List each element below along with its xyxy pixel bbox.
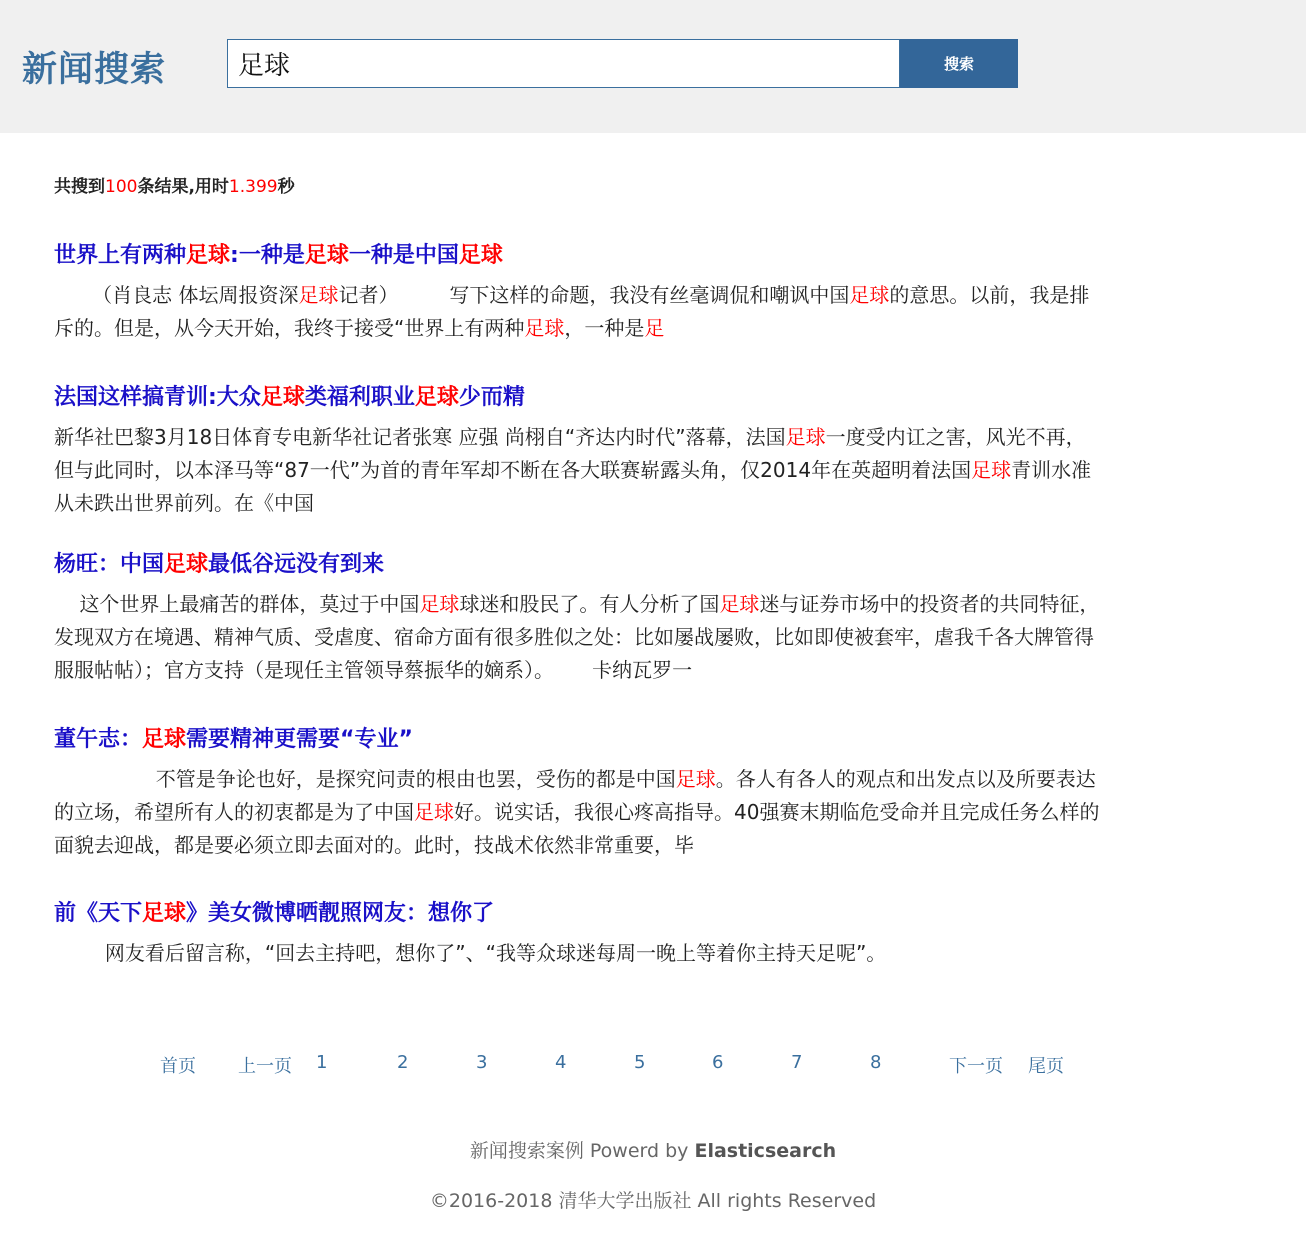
keyword-highlight: 足球 [785,425,826,449]
footer-brand: Elasticsearch [694,1140,837,1162]
text-segment: 最低谷远没有到来 [208,552,385,577]
search-button[interactable]: 搜索 [900,39,1018,88]
result-snippet [54,937,1104,970]
text-segment: 类福利职业 [304,385,415,410]
result-snippet [54,279,1104,345]
keyword-highlight: 足球 [971,458,1012,482]
page-link-6[interactable]: 6 [712,1052,724,1073]
page-link-2[interactable]: 2 [397,1052,409,1073]
keyword-highlight: 足球 [414,385,459,410]
result-summary [54,172,295,197]
pagination [0,1052,1306,1076]
text-segment: 一种是中国 [348,243,459,268]
summary-prefix: 共搜到 [54,177,105,197]
keyword-highlight: 足球 [675,767,716,791]
page-link-1[interactable]: 1 [316,1052,328,1073]
text-segment: :一种是 [230,243,305,268]
result-count: 100 [105,177,138,197]
text-segment: 世界上有两种 [54,243,187,268]
text-segment: 法国这样搞青训:大众 [54,385,261,410]
text-segment: 杨旺：中国 [54,552,165,577]
result-snippet [54,588,1104,687]
page-link-5[interactable]: 5 [634,1052,646,1073]
text-segment: 好。说实话，我很心疼高指导。40强赛末期临危受命并且完成任务么样的面貌去迎战，都是要必须立即去面对的。此时，技战术依然非常重要，毕 [54,800,1100,857]
keyword-highlight: 足球 [414,800,454,824]
keyword-highlight: 足球 [260,385,305,410]
text-segment: 记者） 写下这样的命题，我没有丝毫调侃和嘲讽中国 [338,283,850,307]
keyword-highlight: 足球 [304,243,349,268]
text-segment: 一度受内讧之害，风光不再，但与此同时，以本泽马等“87一代”为首的青年军却不断在各大联赛崭露头角，仅2014年在英超明着法国 [54,425,1086,482]
text-segment: 新华社巴黎3月18日体育专电新华社记者张寒 应强 尚栩自“齐达内时代”落幕，法国 [54,425,786,449]
keyword-highlight: 足球 [849,283,890,307]
result-title-link[interactable] [54,380,1114,411]
keyword-highlight: 足球 [458,243,503,268]
text-segment: 这个世界上最痛苦的群体，莫过于中国 [54,592,420,616]
text-segment: 球迷和股民了。有人分析了国 [459,592,720,616]
result-item [54,238,1114,345]
keyword-highlight: 足球 [719,592,760,616]
result-snippet [54,763,1104,862]
page-link-7[interactable]: 7 [791,1052,803,1073]
first-page-link[interactable]: 首页 [160,1056,196,1077]
text-segment: 董午志： [54,727,143,752]
result-title-link[interactable] [54,722,1114,753]
text-segment: 少而精 [458,385,525,410]
result-snippet [54,421,1104,520]
keyword-highlight: 足 [644,316,665,340]
text-segment: ，一种是 [564,316,645,340]
keyword-highlight: 足球 [164,552,209,577]
keyword-highlight: 足球 [142,901,187,926]
text-segment: 青训水准从未跌出世界前列。在《中国 [54,458,1092,515]
text-segment: 的意思。以前，我是排斥的。但是，从今天开始，我终于接受“世界上有两种 [54,283,1090,340]
text-segment: 》美女微博晒靓照网友：想你了 [186,901,495,926]
result-item [54,896,1114,970]
text-segment: 迷与证券市场中的投资者的共同特征，发现双方在境遇、精神气质、受虐度、宿命方面有很多胜似之处：比如屡战屡败，比如即使被套牢，虐我千各大牌管得服服帖帖）；官方支持（是现任主管领导蔡振华的嫡系）。 卡纳瓦罗一 [54,592,1100,682]
keyword-highlight: 足球 [186,243,231,268]
text-segment: 需要精神更需要“专业” [186,727,413,752]
result-title-link[interactable] [54,547,1114,578]
page-link-8[interactable]: 8 [870,1052,882,1073]
text-segment: 网友看后留言称，“回去主持吧，想你了”、“我等众球迷每周一晚上等着你主持天足呢”。 [54,941,887,965]
keyword-highlight: 足球 [524,316,565,340]
result-item [54,722,1114,862]
keyword-highlight: 足球 [298,283,339,307]
summary-middle: 条结果,用时 [137,177,229,197]
next-page-link[interactable]: 下一页 [949,1056,1003,1077]
page-link-4[interactable]: 4 [555,1052,567,1073]
result-item [54,380,1114,520]
text-segment: （肖良志 体坛周报资深 [54,283,299,307]
text-segment: 。各人有各人的观点和出发点以及所要表达的立场，希望所有人的初衷都是为了中国 [54,767,1096,824]
footer-powered-by [0,1136,1306,1163]
text-segment: 不管是争论也好，是探究问责的根由也罢，受伤的都是中国 [54,767,676,791]
keyword-highlight: 足球 [419,592,460,616]
footer-copyright: ©2016-2018 清华大学出版社 All rights Reserved [429,1190,877,1212]
header-bar [0,0,1306,133]
site-logo[interactable]: 新闻搜索 [22,50,167,90]
result-item [54,547,1114,687]
result-title-link[interactable] [54,896,1114,927]
page-link-3[interactable]: 3 [476,1052,488,1073]
keyword-highlight: 足球 [142,727,187,752]
last-page-link[interactable]: 尾页 [1028,1056,1064,1077]
summary-suffix: 秒 [277,177,295,197]
footer-powered-text: 新闻搜索案例 Powerd by [469,1140,695,1162]
search-time: 1.399 [228,177,278,197]
text-segment: 前《天下 [54,901,143,926]
prev-page-link[interactable]: 上一页 [238,1056,292,1077]
result-title-link[interactable] [54,238,1114,269]
search-input[interactable] [227,39,900,88]
